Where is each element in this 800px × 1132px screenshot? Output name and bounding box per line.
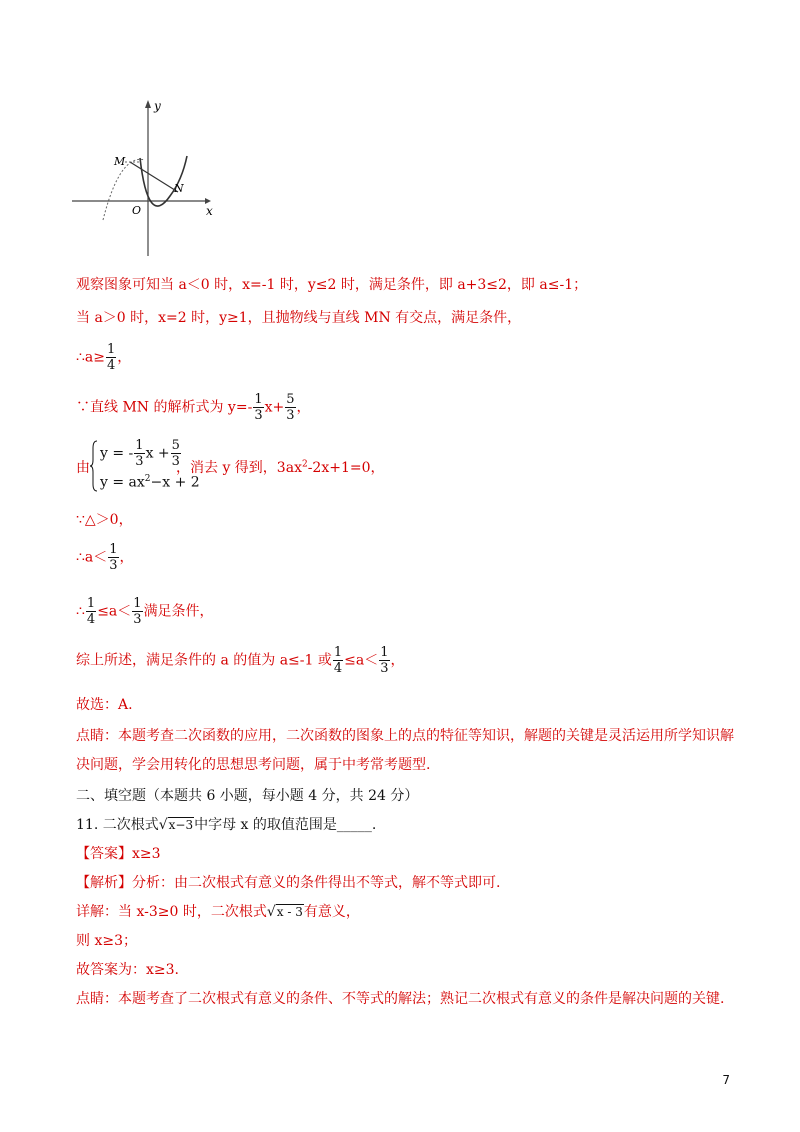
line-mn — [130, 162, 178, 192]
graph-svg — [70, 98, 220, 258]
text-prefix: 综上所述，满足条件的 a 的值为 a≤-1 或 — [76, 652, 332, 669]
text-prefix: ∴a＜ — [76, 549, 108, 566]
text-suffix: 中字母 x 的取值范围是_____. — [194, 817, 377, 833]
fraction: $\frac{1}{4}$ — [86, 596, 96, 627]
y-axis-arrow-icon — [145, 100, 151, 108]
text-line-19: 故答案为：x≥3. — [76, 962, 179, 978]
text-suffix: 满足条件， — [143, 603, 214, 620]
fraction: $\frac{5}{3}$ — [171, 438, 180, 469]
text-prefix: 11. 二次根式 — [76, 817, 159, 833]
sqrt-expression: √x - 3 — [266, 904, 303, 920]
text-prefix: 详解：当 x-3≥0 时，二次根式 — [76, 904, 267, 920]
fraction: $\frac{1}{3}$ — [254, 392, 263, 423]
text-line-10: 故选：A. — [76, 697, 133, 713]
text-line-3 — [76, 342, 131, 373]
text-prefix: ∵直线 MN 的解析式为 y=- — [76, 399, 253, 416]
fraction: $\frac{1}{3}$ — [133, 596, 142, 627]
text-line-7 — [76, 542, 134, 573]
text-suffix: 有意义， — [303, 904, 360, 920]
point-m-label: M — [114, 155, 126, 168]
page-number: 7 — [722, 1073, 730, 1087]
text-line-11: 点睛：本题考查二次函数的应用，二次函数的图象上的点的特征等知识，解题的关键是灵活运用所学知识解 — [76, 728, 734, 744]
system-suffix: ，消去 y 得到，$3ax^2-2x+1=0$， — [176, 459, 385, 476]
section-heading: 二、填空题（本题共 6 小题，每小题 4 分，共 24 分） — [76, 788, 419, 804]
fraction: $\frac{1}{3}$ — [135, 438, 144, 469]
detail-line — [76, 902, 360, 922]
text-line-9 — [76, 645, 405, 676]
text-suffix: ， — [119, 549, 134, 566]
system-row-2: $y = ax^2-x + 2$ — [100, 474, 200, 491]
brace-icon — [90, 440, 98, 492]
y-axis-label: y — [154, 99, 161, 113]
text-line-18: 则 x≥3； — [76, 933, 137, 949]
analysis-line: 【解析】分析：由二次根式有意义的条件得出不等式，解不等式即可. — [76, 875, 501, 891]
text-suffix: ， — [296, 399, 311, 416]
text-line-2: 当 a＞0 时，x=2 时，y≥1，且抛物线与直线 MN 有交点，满足条件， — [76, 310, 522, 326]
text-mid: x+ — [264, 399, 285, 416]
fraction: $\frac{1}{3}$ — [109, 542, 118, 573]
fraction: $\frac{1}{3}$ — [380, 645, 389, 676]
parabola-figure — [70, 98, 220, 258]
text-line-4 — [76, 392, 311, 423]
point-n-label: N — [174, 182, 184, 195]
question-11 — [76, 815, 376, 835]
system-prefix: 由 — [76, 460, 90, 476]
text-suffix: ， — [390, 652, 405, 669]
answer-line: 【答案】x≥3 — [76, 846, 161, 862]
text-line-6: ∵△＞0， — [76, 512, 133, 528]
text-suffix: ， — [117, 349, 132, 366]
text-line-1: 观察图象可知当 a＜0 时，x=-1 时，y≤2 时，满足条件，即 a+3≤2，即 a≤-1； — [76, 277, 588, 293]
system-row-1: y = - $\frac{1}{3}$ x + $\frac{5}{3}$ — [100, 438, 180, 469]
text-line-20: 点睛：本题考查了二次根式有意义的条件、不等式的解法；熟记二次根式有意义的条件是解决问题的关键. — [76, 991, 725, 1007]
fraction: $\frac{1}{4}$ — [106, 342, 116, 373]
text-prefix: ∴a≥ — [76, 349, 105, 366]
fraction: $\frac{5}{3}$ — [286, 392, 295, 423]
text-line-12: 决问题，学会用转化的思想思考问题，属于中考常考题型. — [76, 757, 431, 773]
fraction: $\frac{1}{4}$ — [333, 645, 343, 676]
text-line-8 — [76, 596, 214, 627]
text-mid: ≤a＜ — [344, 652, 379, 669]
text-mid: ≤a＜ — [97, 603, 132, 620]
text-prefix: ∴ — [76, 603, 85, 620]
sqrt-expression: √x−3 — [158, 817, 194, 833]
origin-label: O — [132, 204, 142, 217]
x-axis-label: x — [206, 204, 213, 218]
